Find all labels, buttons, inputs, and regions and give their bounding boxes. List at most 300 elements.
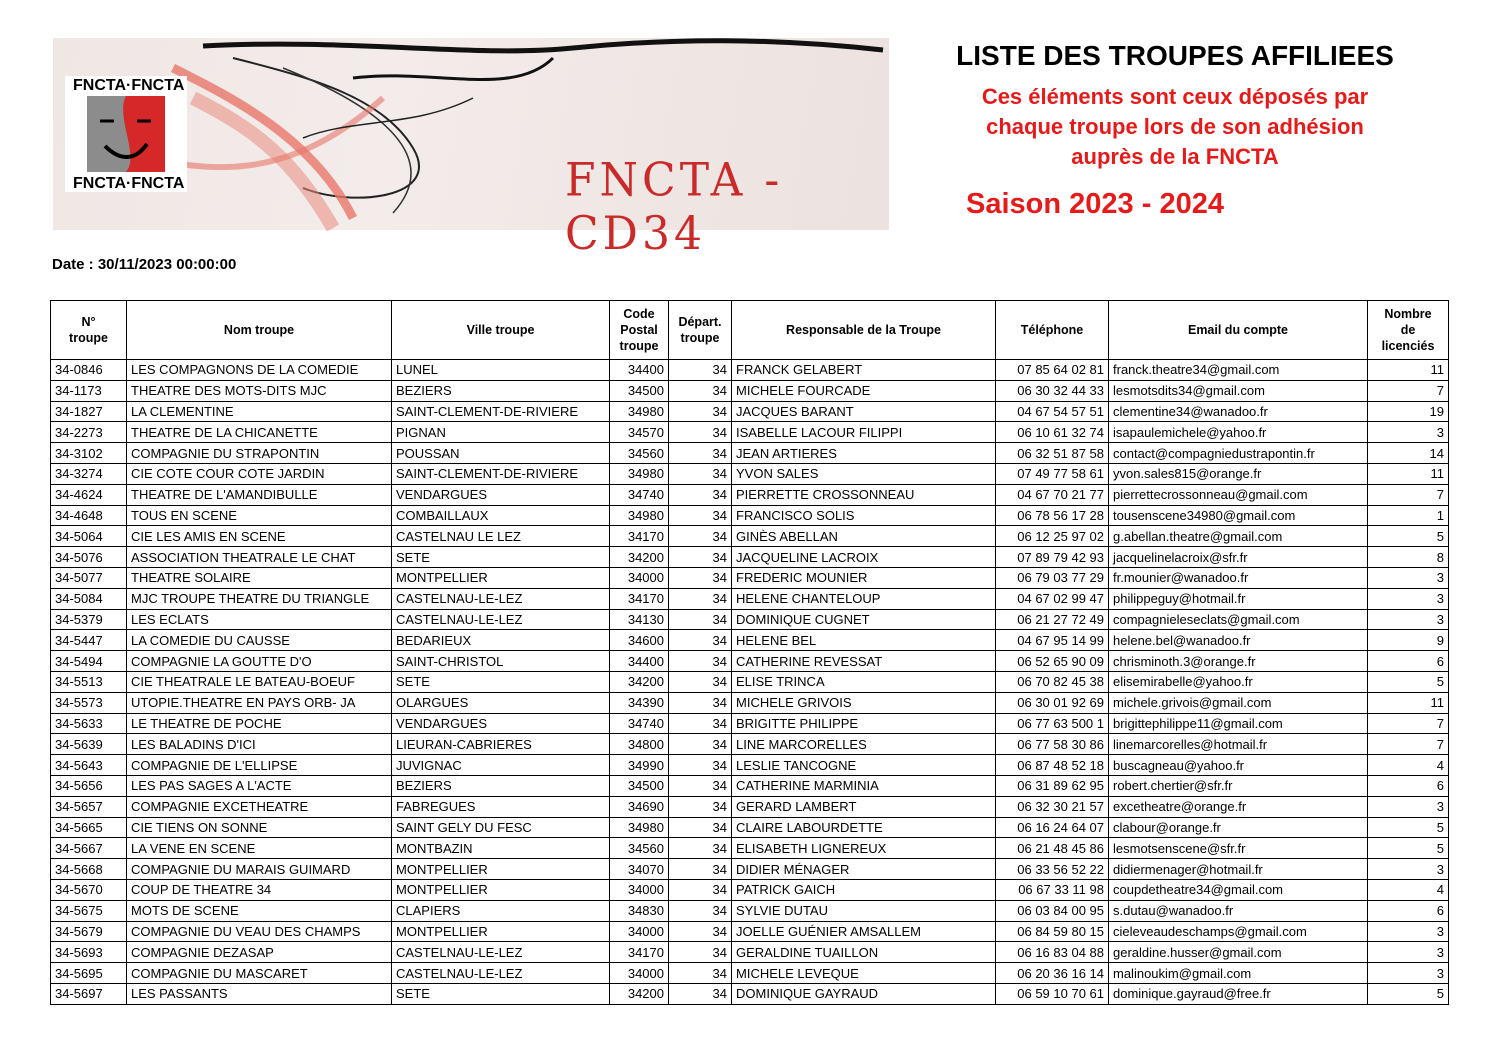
licensee-count-cell: 3 — [1368, 796, 1449, 817]
city-cell: SETE — [392, 547, 610, 568]
manager-cell: PATRICK GAICH — [732, 879, 996, 900]
troupe-name-cell: LE THEATRE DE POCHE — [127, 713, 392, 734]
troupe-name-cell: COMPAGNIE DEZASAP — [127, 942, 392, 963]
licensee-count-cell: 9 — [1368, 630, 1449, 651]
email-cell: pierrettecrossonneau@gmail.com — [1109, 484, 1368, 505]
header-text: Postal — [620, 323, 658, 337]
postal-code-cell: 34980 — [610, 817, 669, 838]
col-nom-troupe-header — [127, 301, 392, 360]
department-cell: 34 — [669, 526, 732, 547]
city-cell: LIEURAN-CABRIERES — [392, 734, 610, 755]
department-cell: 34 — [669, 879, 732, 900]
department-cell: 34 — [669, 505, 732, 526]
troupe-number-cell: 34-5379 — [51, 609, 127, 630]
phone-cell: 07 85 64 02 81 — [996, 360, 1109, 381]
manager-cell: GERALDINE TUAILLON — [732, 942, 996, 963]
manager-cell: MICHELE GRIVOIS — [732, 692, 996, 713]
postal-code-cell: 34600 — [610, 630, 669, 651]
manager-cell: GINÈS ABELLAN — [732, 526, 996, 547]
city-cell: BEZIERS — [392, 775, 610, 796]
phone-cell: 06 16 24 64 07 — [996, 817, 1109, 838]
troupe-name-cell: CIE LES AMIS EN SCENE — [127, 526, 392, 547]
email-cell: buscagneau@yahoo.fr — [1109, 755, 1368, 776]
email-cell: yvon.sales815@orange.fr — [1109, 463, 1368, 484]
department-cell: 34 — [669, 671, 732, 692]
email-cell: philippeguy@hotmail.fr — [1109, 588, 1368, 609]
email-cell: franck.theatre34@gmail.com — [1109, 360, 1368, 381]
city-cell: CASTELNAU-LE-LEZ — [392, 942, 610, 963]
manager-cell: CATHERINE MARMINIA — [732, 775, 996, 796]
header-text: N° — [81, 315, 96, 329]
table-row — [51, 838, 1449, 859]
postal-code-cell: 34170 — [610, 588, 669, 609]
licensee-count-cell: 7 — [1368, 484, 1449, 505]
troupe-name-cell: CIE COTE COUR COTE JARDIN — [127, 463, 392, 484]
troupe-name-cell: CIE TIENS ON SONNE — [127, 817, 392, 838]
postal-code-cell: 34740 — [610, 713, 669, 734]
col-email-header — [1109, 301, 1368, 360]
troupe-number-cell: 34-5695 — [51, 963, 127, 984]
city-cell: SETE — [392, 983, 610, 1004]
subtitle-line: Ces éléments sont ceux déposés par — [981, 84, 1369, 109]
manager-cell: CLAIRE LABOURDETTE — [732, 817, 996, 838]
manager-cell: GERARD LAMBERT — [732, 796, 996, 817]
troupe-number-cell: 34-5697 — [51, 983, 127, 1004]
department-cell: 34 — [669, 838, 732, 859]
phone-cell: 06 59 10 70 61 — [996, 983, 1109, 1004]
email-cell: clabour@orange.fr — [1109, 817, 1368, 838]
city-cell: VENDARGUES — [392, 713, 610, 734]
department-cell: 34 — [669, 567, 732, 588]
header-text: de — [1400, 323, 1416, 337]
department-cell: 34 — [669, 422, 732, 443]
phone-cell: 06 52 65 90 09 — [996, 651, 1109, 672]
col-responsable-header — [732, 301, 996, 360]
city-cell: JUVIGNAC — [392, 755, 610, 776]
department-cell: 34 — [669, 360, 732, 381]
manager-cell: MICHELE LEVEQUE — [732, 963, 996, 984]
postal-code-cell: 34400 — [610, 651, 669, 672]
title-block — [930, 38, 1420, 222]
phone-cell: 06 21 48 45 86 — [996, 838, 1109, 859]
postal-code-cell: 34560 — [610, 443, 669, 464]
troupe-name-cell: LES COMPAGNONS DE LA COMEDIE — [127, 360, 392, 381]
city-cell: PIGNAN — [392, 422, 610, 443]
manager-cell: PIERRETTE CROSSONNEAU — [732, 484, 996, 505]
email-cell: helene.bel@wanadoo.fr — [1109, 630, 1368, 651]
table-row — [51, 567, 1449, 588]
fncta-logo — [65, 76, 187, 192]
email-cell: geraldine.husser@gmail.com — [1109, 942, 1368, 963]
licensee-count-cell: 11 — [1368, 692, 1449, 713]
postal-code-cell: 34560 — [610, 838, 669, 859]
department-cell: 34 — [669, 443, 732, 464]
subtitle-line: auprès de la FNCTA — [1071, 144, 1279, 169]
city-cell: MONTPELLIER — [392, 567, 610, 588]
subtitle-line: chaque troupe lors de son adhésion — [986, 114, 1364, 139]
phone-cell: 06 21 27 72 49 — [996, 609, 1109, 630]
header-text: troupe — [680, 331, 720, 345]
licensee-count-cell: 3 — [1368, 921, 1449, 942]
troupe-number-cell: 34-5639 — [51, 734, 127, 755]
department-cell: 34 — [669, 796, 732, 817]
email-cell: s.dutau@wanadoo.fr — [1109, 900, 1368, 921]
header-text: troupe — [619, 339, 659, 353]
troupe-number-cell: 34-5657 — [51, 796, 127, 817]
phone-cell: 06 77 58 30 86 — [996, 734, 1109, 755]
licensee-count-cell: 6 — [1368, 651, 1449, 672]
department-cell: 34 — [669, 775, 732, 796]
troupe-number-cell: 34-1173 — [51, 380, 127, 401]
phone-cell: 06 87 48 52 18 — [996, 755, 1109, 776]
troupe-name-cell: CIE THEATRALE LE BATEAU-BOEUF — [127, 671, 392, 692]
city-cell: POUSSAN — [392, 443, 610, 464]
troupe-name-cell: LES PASSANTS — [127, 983, 392, 1004]
phone-cell: 07 49 77 58 61 — [996, 463, 1109, 484]
page-title: LISTE DES TROUPES AFFILIEES — [956, 40, 1394, 71]
manager-cell: FREDERIC MOUNIER — [732, 567, 996, 588]
phone-cell: 06 10 61 32 74 — [996, 422, 1109, 443]
col-code-postal-header — [610, 301, 669, 360]
report-date: Date : 30/11/2023 00:00:00 — [52, 256, 237, 273]
header-text: troupe — [69, 331, 108, 345]
table-row — [51, 484, 1449, 505]
email-cell: elisemirabelle@yahoo.fr — [1109, 671, 1368, 692]
troupe-number-cell: 34-5076 — [51, 547, 127, 568]
email-cell: brigittephilippe11@gmail.com — [1109, 713, 1368, 734]
header-text: Téléphone — [1020, 323, 1084, 337]
postal-code-cell: 34830 — [610, 900, 669, 921]
city-cell: SETE — [392, 671, 610, 692]
troupe-number-cell: 34-5668 — [51, 859, 127, 880]
troupe-name-cell: COMPAGNIE LA GOUTTE D'O — [127, 651, 392, 672]
table-body — [51, 360, 1449, 1005]
table-row — [51, 734, 1449, 755]
header-banner — [53, 38, 889, 261]
troupe-number-cell: 34-5670 — [51, 879, 127, 900]
table-row — [51, 526, 1449, 547]
licensee-count-cell: 3 — [1368, 942, 1449, 963]
email-cell: isapaulemichele@yahoo.fr — [1109, 422, 1368, 443]
table-row — [51, 859, 1449, 880]
table-row — [51, 921, 1449, 942]
postal-code-cell: 34570 — [610, 422, 669, 443]
city-cell: OLARGUES — [392, 692, 610, 713]
email-cell: lesmotsenscene@sfr.fr — [1109, 838, 1368, 859]
city-cell: SAINT-CHRISTOL — [392, 651, 610, 672]
city-cell: CASTELNAU LE LEZ — [392, 526, 610, 547]
department-cell: 34 — [669, 817, 732, 838]
troupe-number-cell: 34-5633 — [51, 713, 127, 734]
licensee-count-cell: 6 — [1368, 775, 1449, 796]
table-row — [51, 900, 1449, 921]
troupe-number-cell: 34-5494 — [51, 651, 127, 672]
postal-code-cell: 34000 — [610, 567, 669, 588]
department-cell: 34 — [669, 983, 732, 1004]
department-cell: 34 — [669, 900, 732, 921]
postal-code-cell: 34500 — [610, 380, 669, 401]
phone-cell: 06 16 83 04 88 — [996, 942, 1109, 963]
manager-cell: JEAN ARTIERES — [732, 443, 996, 464]
phone-cell: 06 30 32 44 33 — [996, 380, 1109, 401]
licensee-count-cell: 3 — [1368, 963, 1449, 984]
licensee-count-cell: 11 — [1368, 463, 1449, 484]
city-cell: MONTPELLIER — [392, 921, 610, 942]
phone-cell: 04 67 02 99 47 — [996, 588, 1109, 609]
col-num-troupe-header — [51, 301, 127, 360]
email-cell: michele.grivois@gmail.com — [1109, 692, 1368, 713]
licensee-count-cell: 4 — [1368, 755, 1449, 776]
phone-cell: 04 67 95 14 99 — [996, 630, 1109, 651]
troupe-name-cell: UTOPIE.THEATRE EN PAYS ORB- JA — [127, 692, 392, 713]
postal-code-cell: 34500 — [610, 775, 669, 796]
troupe-name-cell: MJC TROUPE THEATRE DU TRIANGLE — [127, 588, 392, 609]
licensee-count-cell: 14 — [1368, 443, 1449, 464]
table-row — [51, 401, 1449, 422]
manager-cell: JACQUELINE LACROIX — [732, 547, 996, 568]
troupe-number-cell: 34-2273 — [51, 422, 127, 443]
table-row — [51, 630, 1449, 651]
col-telephone-header — [996, 301, 1109, 360]
troupe-name-cell: LES PAS SAGES A L'ACTE — [127, 775, 392, 796]
troupe-name-cell: LES ECLATS — [127, 609, 392, 630]
department-cell: 34 — [669, 713, 732, 734]
phone-cell: 06 78 56 17 28 — [996, 505, 1109, 526]
troupe-number-cell: 34-5679 — [51, 921, 127, 942]
email-cell: clementine34@wanadoo.fr — [1109, 401, 1368, 422]
troupe-number-cell: 34-5077 — [51, 567, 127, 588]
email-cell: fr.mounier@wanadoo.fr — [1109, 567, 1368, 588]
phone-cell: 06 33 56 52 22 — [996, 859, 1109, 880]
postal-code-cell: 34800 — [610, 734, 669, 755]
manager-cell: JACQUES BARANT — [732, 401, 996, 422]
troupe-number-cell: 34-5693 — [51, 942, 127, 963]
phone-cell: 06 70 82 45 38 — [996, 671, 1109, 692]
manager-cell: FRANCISCO SOLIS — [732, 505, 996, 526]
email-cell: g.abellan.theatre@gmail.com — [1109, 526, 1368, 547]
licensee-count-cell: 11 — [1368, 360, 1449, 381]
email-cell: robert.chertier@sfr.fr — [1109, 775, 1368, 796]
troupe-number-cell: 34-5667 — [51, 838, 127, 859]
department-cell: 34 — [669, 734, 732, 755]
subtitle — [930, 82, 1420, 172]
department-cell: 34 — [669, 380, 732, 401]
header-text: Ville troupe — [466, 323, 535, 337]
phone-cell: 06 30 01 92 69 — [996, 692, 1109, 713]
troupe-name-cell: COMPAGNIE DU MARAIS GUIMARD — [127, 859, 392, 880]
table-row — [51, 443, 1449, 464]
licensee-count-cell: 1 — [1368, 505, 1449, 526]
city-cell: BEZIERS — [392, 380, 610, 401]
city-cell: SAINT-CLEMENT-DE-RIVIERE — [392, 401, 610, 422]
email-cell: tousenscene34980@gmail.com — [1109, 505, 1368, 526]
col-nombre-licencies-header — [1368, 301, 1449, 360]
department-cell: 34 — [669, 588, 732, 609]
email-cell: compagnieleseclats@gmail.com — [1109, 609, 1368, 630]
phone-cell: 06 32 30 21 57 — [996, 796, 1109, 817]
troupe-number-cell: 34-4624 — [51, 484, 127, 505]
manager-cell: ELISE TRINCA — [732, 671, 996, 692]
svg-text:FNCTA·FNCTA: FNCTA·FNCTA — [73, 175, 185, 192]
postal-code-cell: 34690 — [610, 796, 669, 817]
troupe-number-cell: 34-5675 — [51, 900, 127, 921]
postal-code-cell: 34200 — [610, 547, 669, 568]
licensee-count-cell: 3 — [1368, 859, 1449, 880]
troupe-number-cell: 34-5573 — [51, 692, 127, 713]
manager-cell: LINE MARCORELLES — [732, 734, 996, 755]
table-row — [51, 755, 1449, 776]
troupe-name-cell: MOTS DE SCENE — [127, 900, 392, 921]
troupe-name-cell: COMPAGNIE DE L'ELLIPSE — [127, 755, 392, 776]
manager-cell: FRANCK GELABERT — [732, 360, 996, 381]
troupe-name-cell: TOUS EN SCENE — [127, 505, 392, 526]
troupes-table — [50, 300, 1449, 1005]
department-cell: 34 — [669, 921, 732, 942]
troupe-number-cell: 34-5656 — [51, 775, 127, 796]
licensee-count-cell: 19 — [1368, 401, 1449, 422]
department-cell: 34 — [669, 484, 732, 505]
table-row — [51, 651, 1449, 672]
licensee-count-cell: 3 — [1368, 567, 1449, 588]
department-cell: 34 — [669, 651, 732, 672]
phone-cell: 06 12 25 97 02 — [996, 526, 1109, 547]
department-cell: 34 — [669, 630, 732, 651]
licensee-count-cell: 7 — [1368, 734, 1449, 755]
phone-cell: 06 67 33 11 98 — [996, 879, 1109, 900]
city-cell: MONTBAZIN — [392, 838, 610, 859]
manager-cell: HELENE CHANTELOUP — [732, 588, 996, 609]
city-cell: SAINT GELY DU FESC — [392, 817, 610, 838]
troupe-number-cell: 34-0846 — [51, 360, 127, 381]
licensee-count-cell: 6 — [1368, 900, 1449, 921]
phone-cell: 06 77 63 500 1 — [996, 713, 1109, 734]
phone-cell: 06 03 84 00 95 — [996, 900, 1109, 921]
header-text: Code — [623, 307, 655, 321]
licensee-count-cell: 3 — [1368, 422, 1449, 443]
department-cell: 34 — [669, 942, 732, 963]
city-cell: CASTELNAU-LE-LEZ — [392, 609, 610, 630]
manager-cell: ISABELLE LACOUR FILIPPI — [732, 422, 996, 443]
table-row — [51, 692, 1449, 713]
postal-code-cell: 34740 — [610, 484, 669, 505]
troupe-number-cell: 34-5064 — [51, 526, 127, 547]
troupe-number-cell: 34-5643 — [51, 755, 127, 776]
postal-code-cell: 34990 — [610, 755, 669, 776]
city-cell: CASTELNAU-LE-LEZ — [392, 588, 610, 609]
troupe-name-cell: COMPAGNIE DU MASCARET — [127, 963, 392, 984]
troupe-number-cell: 34-4648 — [51, 505, 127, 526]
table-header-row — [51, 301, 1449, 360]
email-cell: excetheatre@orange.fr — [1109, 796, 1368, 817]
postal-code-cell: 34980 — [610, 505, 669, 526]
department-cell: 34 — [669, 609, 732, 630]
department-cell: 34 — [669, 547, 732, 568]
manager-cell: SYLVIE DUTAU — [732, 900, 996, 921]
city-cell: LUNEL — [392, 360, 610, 381]
table-row — [51, 505, 1449, 526]
postal-code-cell: 34390 — [610, 692, 669, 713]
city-cell: CLAPIERS — [392, 900, 610, 921]
postal-code-cell: 34070 — [610, 859, 669, 880]
phone-cell: 06 84 59 80 15 — [996, 921, 1109, 942]
troupe-number-cell: 34-5665 — [51, 817, 127, 838]
table-row — [51, 983, 1449, 1004]
manager-cell: MICHELE FOURCADE — [732, 380, 996, 401]
manager-cell: DOMINIQUE CUGNET — [732, 609, 996, 630]
email-cell: coupdetheatre34@gmail.com — [1109, 879, 1368, 900]
manager-cell: ELISABETH LIGNEREUX — [732, 838, 996, 859]
licensee-count-cell: 3 — [1368, 609, 1449, 630]
manager-cell: CATHERINE REVESSAT — [732, 651, 996, 672]
licensee-count-cell: 5 — [1368, 817, 1449, 838]
licensee-count-cell: 4 — [1368, 879, 1449, 900]
troupe-name-cell: LA COMEDIE DU CAUSSE — [127, 630, 392, 651]
table-row — [51, 609, 1449, 630]
phone-cell: 06 79 03 77 29 — [996, 567, 1109, 588]
email-cell: contact@compagniedustrapontin.fr — [1109, 443, 1368, 464]
season-label: Saison 2023 - 2024 — [966, 188, 1224, 220]
manager-cell: LESLIE TANCOGNE — [732, 755, 996, 776]
city-cell: FABREGUES — [392, 796, 610, 817]
phone-cell: 06 32 51 87 58 — [996, 443, 1109, 464]
postal-code-cell: 34980 — [610, 401, 669, 422]
header-text: Email du compte — [1187, 323, 1289, 337]
troupe-name-cell: LA CLEMENTINE — [127, 401, 392, 422]
city-cell: COMBAILLAUX — [392, 505, 610, 526]
phone-cell: 04 67 70 21 77 — [996, 484, 1109, 505]
table-row — [51, 713, 1449, 734]
table-row — [51, 671, 1449, 692]
licensee-count-cell: 5 — [1368, 671, 1449, 692]
banner-caption: FNCTA - CD34 — [565, 153, 784, 261]
col-depart-header — [669, 301, 732, 360]
troupe-number-cell: 34-5447 — [51, 630, 127, 651]
department-cell: 34 — [669, 755, 732, 776]
troupe-name-cell: THEATRE DE LA CHICANETTE — [127, 422, 392, 443]
troupe-name-cell: THEATRE DES MOTS-DITS MJC — [127, 380, 392, 401]
header-text: Départ. — [678, 315, 722, 329]
troupe-name-cell: LES BALADINS D'ICI — [127, 734, 392, 755]
table-row — [51, 360, 1449, 381]
phone-cell: 04 67 54 57 51 — [996, 401, 1109, 422]
postal-code-cell: 34200 — [610, 671, 669, 692]
city-cell: SAINT-CLEMENT-DE-RIVIERE — [392, 463, 610, 484]
troupe-number-cell: 34-5513 — [51, 671, 127, 692]
phone-cell: 07 89 79 42 93 — [996, 547, 1109, 568]
header-text: Nom troupe — [223, 323, 295, 337]
email-cell: cieleveaudeschamps@gmail.com — [1109, 921, 1368, 942]
email-cell: malinoukim@gmail.com — [1109, 963, 1368, 984]
licensee-count-cell: 5 — [1368, 526, 1449, 547]
postal-code-cell: 34980 — [610, 463, 669, 484]
table-row — [51, 380, 1449, 401]
table-row — [51, 796, 1449, 817]
troupe-name-cell: LA VENE EN SCENE — [127, 838, 392, 859]
table-row — [51, 942, 1449, 963]
city-cell: CASTELNAU-LE-LEZ — [392, 963, 610, 984]
troupe-name-cell: THEATRE SOLAIRE — [127, 567, 392, 588]
licensee-count-cell: 5 — [1368, 983, 1449, 1004]
department-cell: 34 — [669, 463, 732, 484]
email-cell: lesmotsdits34@gmail.com — [1109, 380, 1368, 401]
postal-code-cell: 34000 — [610, 921, 669, 942]
licensee-count-cell: 3 — [1368, 588, 1449, 609]
postal-code-cell: 34170 — [610, 526, 669, 547]
city-cell: VENDARGUES — [392, 484, 610, 505]
table-row — [51, 588, 1449, 609]
city-cell: MONTPELLIER — [392, 859, 610, 880]
postal-code-cell: 34400 — [610, 360, 669, 381]
